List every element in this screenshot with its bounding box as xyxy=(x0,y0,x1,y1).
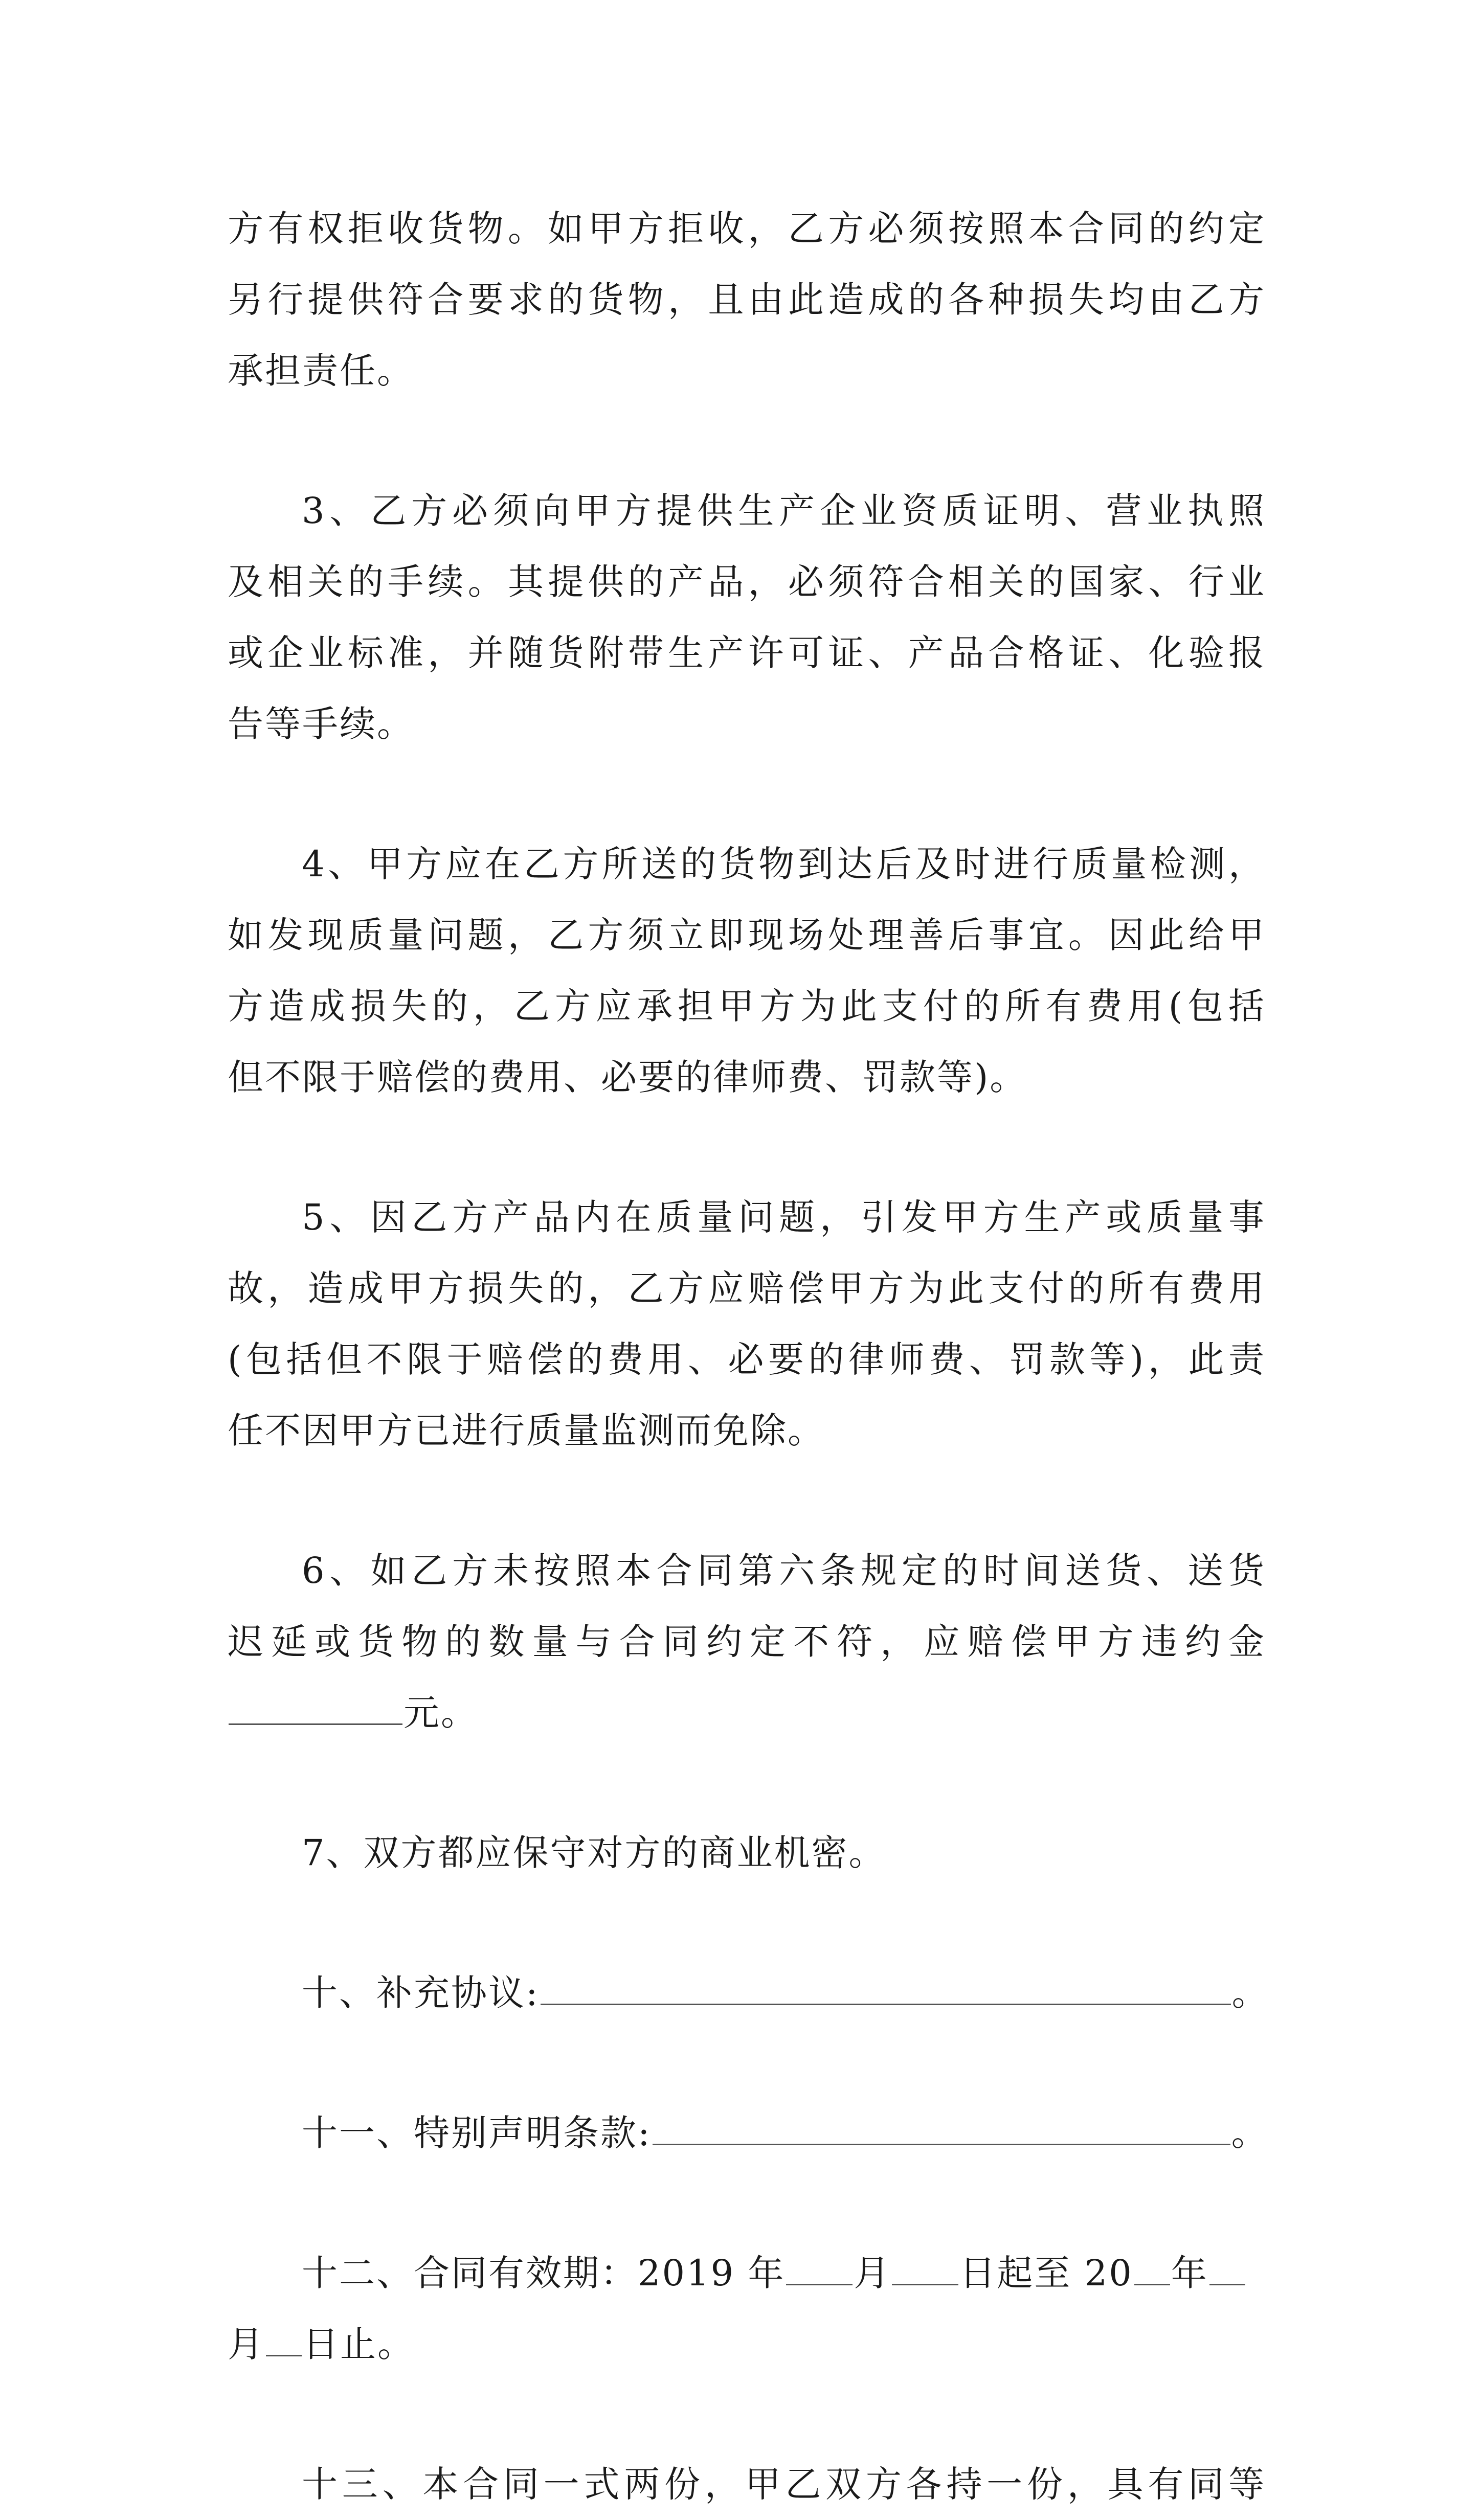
validity-period-line xyxy=(228,2238,1266,2309)
clause-6-line: 迟延或货物的数量与合同约定不符，应赔偿甲方违约金 xyxy=(228,1621,1266,1663)
end-year-blank[interactable] xyxy=(1134,2252,1170,2285)
paragraph-line: 承担责任。 xyxy=(228,350,414,392)
clause-3-line: 或企业标准，并随货附带生产许可证、产品合格证、化验报 xyxy=(228,632,1266,674)
section-12-prefix: 十二、合同有效期：2019 年 xyxy=(302,2252,786,2294)
clause-3-line: 3、乙方必须向甲方提供生产企业资质证明、营业执照 xyxy=(302,490,1266,532)
special-statement-line xyxy=(228,2098,1269,2169)
month-label-2: 月 xyxy=(228,2323,265,2365)
supplementary-agreement-blank[interactable] xyxy=(541,1972,1231,2005)
clause-4-line: 如发现质量问题，乙方须立即现场处理善后事宜。因此给甲 xyxy=(228,914,1266,956)
penalty-amount-blank[interactable] xyxy=(229,1692,402,1725)
yuan-suffix: 元。 xyxy=(403,1692,478,1734)
clause-4-line: 但不限于赔偿的费用、必要的律师费、罚款等)。 xyxy=(228,1056,1027,1098)
clause-3-line: 及相关的手续。其提供的产品，必须符合相关的国家、行业 xyxy=(228,561,1266,603)
supplementary-agreement-line xyxy=(228,1958,1269,2029)
validity-period-line-2 xyxy=(228,2309,1266,2380)
clause-3-line: 告等手续。 xyxy=(228,703,414,745)
day-to-label: 日止。 xyxy=(303,2323,415,2365)
clause-7-line: 7、双方都应保守对方的商业机密。 xyxy=(302,1832,886,1874)
contract-body xyxy=(228,193,1269,2520)
section-10-label: 十、补充协议: xyxy=(302,1972,540,2014)
clause-5-line: 故，造成甲方损失的，乙方应赔偿甲方为此支付的所有费用 xyxy=(228,1267,1266,1309)
section-13-line: 十三、本合同一式两份，甲乙双方各持一份，具有同等 xyxy=(302,2463,1266,2505)
start-month-blank[interactable] xyxy=(786,2252,853,2285)
section-10-end: 。 xyxy=(1231,1972,1269,2014)
clause-6-line: 6、如乙方未按照本合同第六条规定的时间送货、送货 xyxy=(302,1550,1266,1592)
clause-5-line: (包括但不限于赔偿的费用、必要的律师费、罚款等)，此责 xyxy=(228,1338,1266,1380)
section-11-label: 十一、特别声明条款: xyxy=(302,2112,652,2154)
day-from-label: 日起至 20 xyxy=(959,2252,1133,2294)
clause-5-line: 任不因甲方已进行质量监测而免除。 xyxy=(228,1410,825,1451)
end-month-blank-a[interactable] xyxy=(1209,2252,1245,2285)
month-label: 月 xyxy=(854,2252,891,2294)
special-statement-blank[interactable] xyxy=(653,2112,1230,2145)
start-day-blank[interactable] xyxy=(892,2252,958,2285)
clause-4-line: 方造成损失的，乙方应承担甲方为此支付的所有费用(包括 xyxy=(228,985,1266,1027)
paragraph-line: 另行提供符合要求的货物，且由此造成的各种损失均由乙方 xyxy=(228,279,1266,321)
paragraph-line: 方有权拒收货物。如甲方拒收，乙方必须按照本合同的约定 xyxy=(228,208,1266,249)
year-label: 年 xyxy=(1171,2252,1208,2294)
section-11-end: 。 xyxy=(1231,2112,1269,2154)
end-day-blank[interactable] xyxy=(266,2323,302,2356)
clause-6-amount-line xyxy=(228,1677,1266,1749)
clause-5-line: 5、因乙方产品内在质量问题，引发甲方生产或质量事 xyxy=(302,1196,1266,1238)
clause-4-line: 4、甲方应在乙方所送的货物到达后及时进行质量检测， xyxy=(302,843,1266,885)
